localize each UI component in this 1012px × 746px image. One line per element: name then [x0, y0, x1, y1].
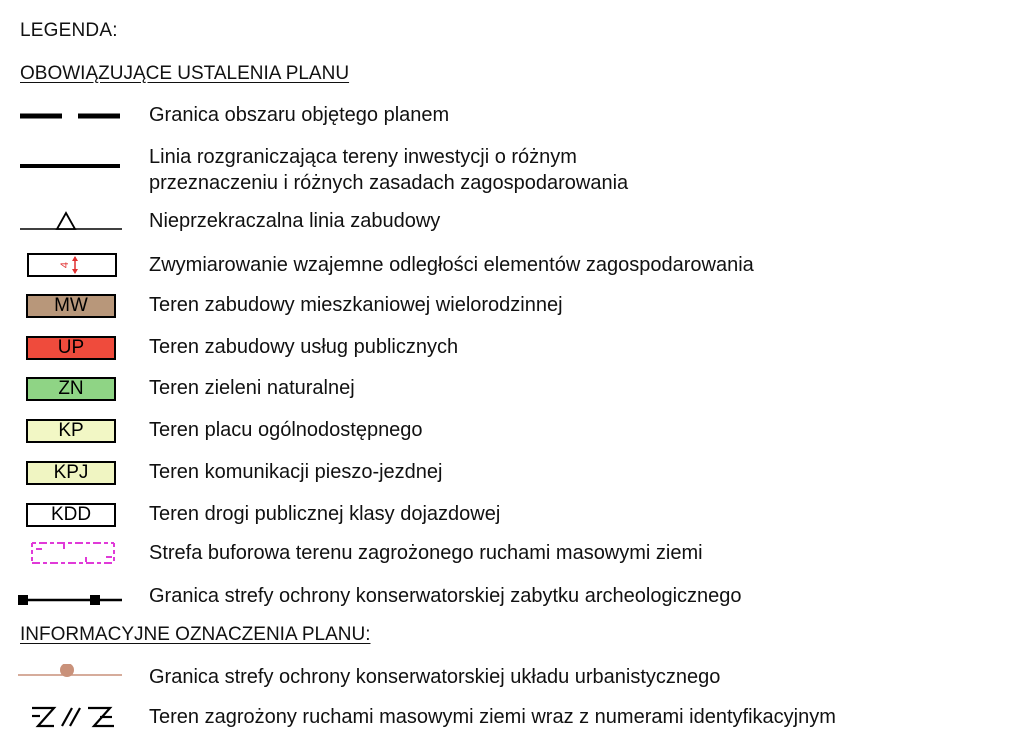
solid-line-icon: [18, 154, 122, 180]
legend-label: Granica strefy ochrony konserwatorskiej układu urbanistycznego: [149, 666, 721, 688]
legend-title: LEGENDA:: [20, 20, 118, 41]
legend-label-line2: przeznaczeniu i różnych zasadach zagospodarowania: [149, 172, 629, 194]
zone-code-badge: UP: [26, 336, 116, 360]
zone-code-badge: KDD: [26, 503, 116, 527]
square-marker-line-icon: [18, 583, 122, 609]
legend-label: Linia rozgraniczająca tereny inwestycji o różnym: [149, 146, 577, 168]
legend-label: Zwymiarowanie wzajemne odległości elementów zagospodarowania: [149, 254, 754, 276]
legend-label: Teren zabudowy usług publicznych: [149, 336, 459, 358]
legend-label: Strefa buforowa terenu zagrożonego ruchami masowymi ziemi: [149, 542, 703, 564]
zone-code-badge: MW: [26, 294, 116, 318]
legend-label: Teren komunikacji pieszo-jezdnej: [149, 461, 443, 483]
dimension-value: 4: [59, 261, 72, 269]
zone-code-badge: ZN: [26, 377, 116, 401]
legend-label: Teren zabudowy mieszkaniowej wielorodzinnej: [149, 294, 563, 316]
legend-label: Teren zieleni naturalnej: [149, 377, 355, 399]
buffer-zone-icon: [18, 540, 122, 566]
legend-label: Granica strefy ochrony konserwatorskiej zabytku archeologicznego: [149, 585, 742, 607]
legend-label: Teren zagrożony ruchami masowymi ziemi wraz z numerami identyfikacyjnym: [149, 706, 836, 728]
dot-line-icon: [18, 664, 122, 690]
legend-label: Granica obszaru objętego planem: [149, 104, 450, 126]
zone-code-badge: KP: [26, 419, 116, 443]
legend-label: Nieprzekraczalna linia zabudowy: [149, 210, 441, 232]
landslide-hatch-icon: [18, 704, 122, 730]
dashed-boundary-icon: [18, 102, 122, 128]
legend-label: Teren placu ogólnodostępnego: [149, 419, 423, 441]
section-heading-informative: INFORMACYJNE OZNACZENIA PLANU:: [20, 624, 371, 645]
legend-label: Teren drogi publicznej klasy dojazdowej: [149, 503, 501, 525]
zone-code-badge: KPJ: [26, 461, 116, 485]
section-heading-binding: OBOWIĄZUJĄCE USTALENIA PLANU: [20, 63, 350, 84]
triangle-line-icon: [18, 208, 122, 234]
